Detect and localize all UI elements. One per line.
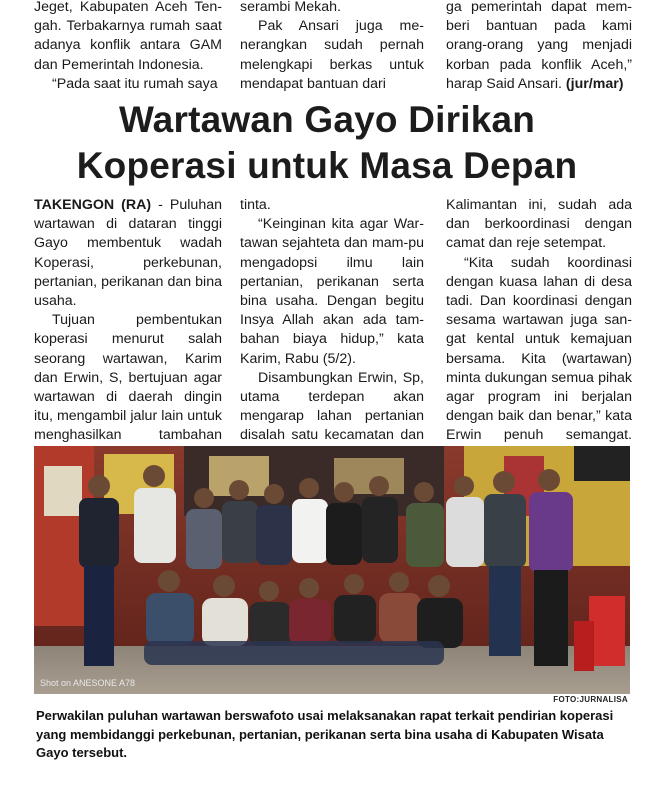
- group-photo-illustration: [34, 446, 630, 694]
- top-column-3-paragraph: [446, 0, 632, 94]
- photo-caption: Perwakilan puluhan wartawan berswafoto usai melaksanakan rapat terkait pendirian koperasi yang membidanggi perkebunan, pertanian, perikanan serta bina usaha di Kabupaten Wisata Gayo tersebut.: [36, 708, 614, 760]
- article-lead-paragraph: [34, 196, 222, 311]
- top-column-3-text: ga pemerintah dapat mem-beri bantuan pada kami orang-orang yang menjadi korban pada konflik Aceh,” harap Said Ansari.: [446, 0, 632, 92]
- article-column-2-paragraph-2: “Keinginan kita agar War-tawan sejahteta dan mam-pu mengadopsi ilmu lain pertanian, perikanan serta bina usaha. Dengan begitu Insya Allah akan ada tam-bahan biaya hidup,” kata Karim, Rabu (5/2).: [240, 216, 424, 367]
- dateline: TAKENGON (RA): [34, 197, 152, 213]
- article-column-1-paragraph-2: Tujuan pembentukan koperasi menurut salah seorang wartawan, Karim dan Erwin, S, bertujuan agar wartawan di daerah dingin itu, mengambil jalur lain untuk menghasilkan tambahan: [34, 312, 222, 444]
- article-column-1: [34, 196, 222, 465]
- article-column-2-paragraph-1: tinta.: [240, 197, 271, 213]
- article-column-2: [240, 196, 424, 465]
- article-column-3-text: “Kita sudah koordinasi dengan kuasa lahan di desa tadi. Dan koordinasi dengan sesama wartawan juga san-gat kental untuk kemajuan bersama. Kita (wartawan) minta dukungan semua pihak agar program ini berjalan dengan baik dan benar,” kata Erwin penuh semangat.: [446, 254, 632, 444]
- camera-watermark: Shot on ANESONE A78: [40, 678, 136, 688]
- top-column-1-paragraph-2: “Pada saat itu rumah saya: [52, 75, 218, 92]
- top-column-1-paragraph-1: Jeget, Kabupaten Aceh Ten-gah. Terbakarnya rumah saat adanya konflik antara GAM dan Pemerintah Indonesia.: [34, 0, 222, 73]
- photo-credit: FOTO:JURNALISA: [553, 695, 628, 704]
- headline-line-2: Koperasi untuk Masa Depan: [76, 145, 578, 186]
- headline-line-1: Wartawan Gayo Dirikan: [118, 99, 536, 140]
- article-lead: - Puluhan wartawan di dataran tinggi Gayo membentuk wadah Koperasi, perkebunan, pertanian, perikanan dan bina usaha.: [34, 197, 222, 310]
- group-photo: [34, 446, 630, 694]
- headline: [0, 97, 654, 189]
- article-column-3-paragraph-2: [446, 254, 632, 465]
- article-column-2-paragraph-3: Disambungkan Erwin, Sp, utama terdepan akan mengarap lahan pertanian disalah satu kecamatan dan: [240, 369, 424, 444]
- top-column-3-signature: (jur/mar): [565, 75, 624, 92]
- top-column-1: [34, 0, 222, 94]
- top-column-2-paragraph-2: Pak Ansari juga me-nerangkan sudah pernah melengkapi berkas untuk mendapat bantuan dari: [240, 18, 424, 92]
- top-column-2-paragraph-1: serambi Mekah.: [240, 0, 341, 15]
- article-column-3: [446, 196, 632, 465]
- top-column-3: [446, 0, 632, 94]
- article-column-3-paragraph-1: Kalimantan ini, sudah ada dan berkoordinasi dengan camat dan reje setempat.: [446, 197, 632, 252]
- top-column-2: [240, 0, 424, 94]
